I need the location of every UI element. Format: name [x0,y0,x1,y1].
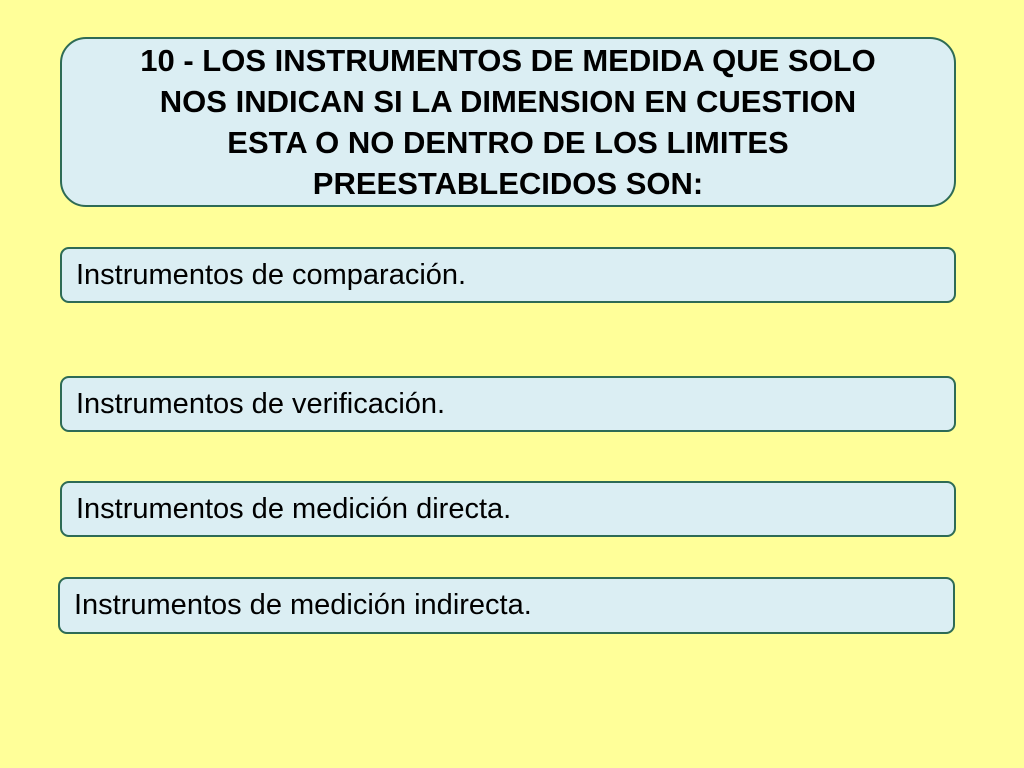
answer-option-verificacion[interactable] [60,376,956,432]
answer-option-label: Instrumentos de comparación. [76,258,467,291]
question-box [60,37,956,207]
answer-option-comparacion[interactable] [60,247,956,303]
answer-option-medicion-directa[interactable] [60,481,956,537]
answer-option-label: Instrumentos de verificación. [76,387,446,420]
question-text: 10 - LOS INSTRUMENTOS DE MEDIDA QUE SOLO NOS INDICAN SI LA DIMENSION EN CUESTION ESTA O NO DENTRO DE LOS LIMITES PREESTABLECIDOS SON: [140,43,876,201]
answer-option-label: Instrumentos de medición directa. [76,492,512,525]
answer-option-label: Instrumentos de medición indirecta. [74,589,532,621]
answer-option-medicion-indirecta[interactable] [58,577,955,634]
